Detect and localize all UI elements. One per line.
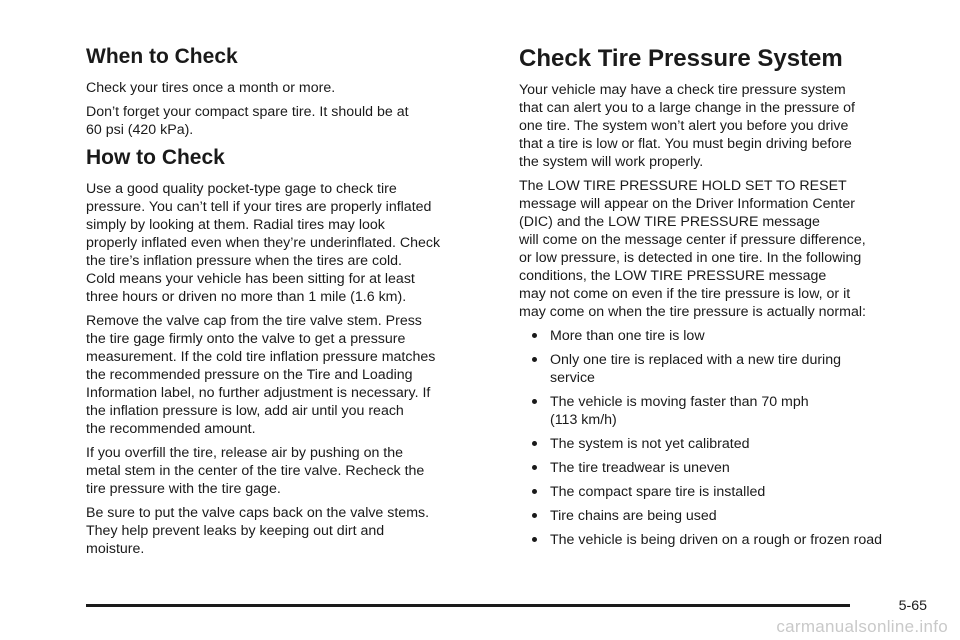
- system-paragraph: The LOW TIRE PRESSURE HOLD SET TO RESET message will appear on the Driver Information Center (DIC) and the LOW TIRE PRESSURE message will come on the message center if pressure difference, or low pressure, is detected in one tire. In the following conditions, the LOW TIRE PRESSURE message may not come on even if the tire pressure is low, or it may come on when the tire pressure is actually normal:: [519, 178, 866, 320]
- list-item-text: The tire treadwear is uneven: [550, 460, 730, 476]
- list-item-text: The system is not yet calibrated: [550, 436, 750, 452]
- list-item: [519, 435, 929, 453]
- system-paragraph: Your vehicle may have a check tire pressure system that can alert you to a large change in the pressure of one tire. The system won’t alert you before you drive that a tire is low or flat. You must begin driving before the system will work properly.: [519, 82, 855, 170]
- how-paragraph: Remove the valve cap from the tire valve stem. Press the tire gage firmly onto the valve to get a pressure measurement. If the cold tire inflation pressure matches the recommended pressure on the Tire and Loading Information label, no further adjustment is necessary. If the inflation pressure is low, add air until you reach the recommended amount.: [86, 313, 436, 437]
- bullet-icon: [532, 489, 537, 494]
- list-item: [519, 531, 929, 549]
- left-column: [86, 44, 494, 564]
- list-item: [519, 327, 929, 345]
- list-item-text: More than one tire is low: [550, 328, 705, 344]
- bullet-icon: [532, 399, 537, 404]
- list-item: [519, 351, 929, 387]
- right-column: [519, 44, 929, 555]
- list-item: [519, 393, 929, 429]
- watermark: carmanualsonline.info: [776, 617, 948, 636]
- how-to-check-heading: How to Check: [86, 146, 225, 169]
- bullet-icon: [532, 357, 537, 362]
- page-number: 5-65: [898, 598, 927, 614]
- when-to-check-heading: When to Check: [86, 45, 238, 68]
- bullet-icon: [532, 465, 537, 470]
- list-item-text: The vehicle is moving faster than 70 mph (113 km/h): [550, 394, 809, 428]
- list-item-text: Only one tire is replaced with a new tire during service: [550, 352, 841, 386]
- how-paragraph: If you overfill the tire, release air by pushing on the metal stem in the center of the tire valve. Recheck the tire pressure with the tire gage.: [86, 445, 425, 497]
- footer-rule: [86, 604, 850, 607]
- list-item: [519, 483, 929, 501]
- list-item-text: The vehicle is being driven on a rough or frozen road: [550, 532, 883, 548]
- bullet-icon: [532, 333, 537, 338]
- bullet-icon: [532, 537, 537, 542]
- check-tire-pressure-system-heading: Check Tire Pressure System: [519, 45, 843, 72]
- list-item: [519, 459, 929, 477]
- list-item-text: The compact spare tire is installed: [550, 484, 766, 500]
- how-paragraph: Use a good quality pocket-type gage to check tire pressure. You can’t tell if your tires are properly inflated simply by looking at them. Radial tires may look properly inflated even when they’re underinflated. Check the tire’s inflation pressure when the tires are cold. Cold means your vehicle has been sitting for at least three hours or driven no more than 1 mile (1.6 km).: [86, 181, 441, 305]
- when-paragraph: Check your tires once a month or more.: [86, 80, 336, 96]
- list-item-text: Tire chains are being used: [550, 508, 717, 524]
- bullet-icon: [532, 513, 537, 518]
- conditions-list: [519, 327, 929, 549]
- bullet-icon: [532, 441, 537, 446]
- how-paragraph: Be sure to put the valve caps back on the valve stems. They help prevent leaks by keeping out dirt and moisture.: [86, 505, 430, 557]
- list-item: [519, 507, 929, 525]
- when-paragraph: Don’t forget your compact spare tire. It should be at 60 psi (420 kPa).: [86, 104, 409, 138]
